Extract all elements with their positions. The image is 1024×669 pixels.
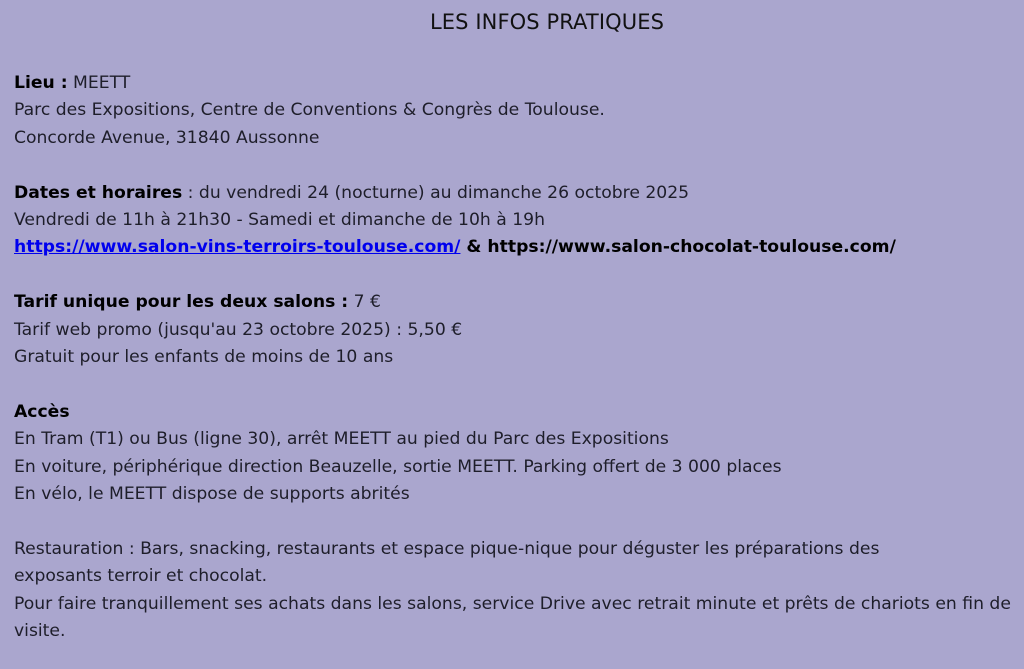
dates-value: : du vendredi 24 (nocturne) au dimanche 26 octobre 2025 (182, 182, 690, 203)
lieu-label: Lieu : (14, 73, 68, 93)
tarif-web: Tarif web promo (jusqu'au 23 octobre 2025) : 5,50 € (14, 319, 463, 340)
chocolat-site-text: & https://www.salon-chocolat-toulouse.com/ (460, 237, 896, 258)
acces-bike: En vélo, le MEETT dispose de supports abrités (14, 484, 410, 505)
tarif-line (14, 289, 1014, 316)
acces-label: Accès (14, 401, 70, 422)
vins-terroirs-link[interactable]: https://www.salon-vins-terroirs-toulouse.com/ (14, 237, 461, 258)
acces-tram: En Tram (T1) ou Bus (ligne 30), arrêt MEETT au pied du Parc des Expositions (14, 429, 669, 450)
spacer (14, 152, 1014, 179)
acces-car: En voiture, périphérique direction Beauzelle, sortie MEETT. Parking offert de 3 000 places (14, 456, 782, 477)
spacer (14, 262, 1014, 289)
info-content (14, 70, 1014, 645)
spacer (14, 371, 1014, 398)
websites-line (14, 234, 1014, 261)
restauration-text: Restauration : Bars, snacking, restaurants et espace pique-nique pour déguster les préparations des exposants terroir et chocolat. (14, 538, 880, 587)
lieu-line (14, 70, 1014, 97)
lieu-value: MEETT (67, 73, 131, 93)
tarif-free: Gratuit pour les enfants de moins de 10 ans (14, 347, 394, 368)
lieu-address-2: Concorde Avenue, 31840 Aussonne (14, 127, 320, 148)
drive-text: Pour faire tranquillement ses achats dans les salons, service Drive avec retrait minute et prêts de chariots en fin de visite. (14, 593, 1011, 642)
dates-label: Dates et horaires (14, 182, 183, 203)
lieu-address-1: Parc des Expositions, Centre de Conventions & Congrès de Toulouse. (14, 100, 605, 121)
dates-hours: Vendredi de 11h à 21h30 - Samedi et dimanche de 10h à 19h (14, 210, 545, 231)
dates-line (14, 180, 1014, 207)
spacer (14, 508, 1014, 535)
tarif-label: Tarif unique pour les deux salons : (14, 292, 349, 313)
tarif-value: 7 € (348, 292, 381, 313)
page-title: LES INFOS PRATIQUES (429, 10, 665, 34)
